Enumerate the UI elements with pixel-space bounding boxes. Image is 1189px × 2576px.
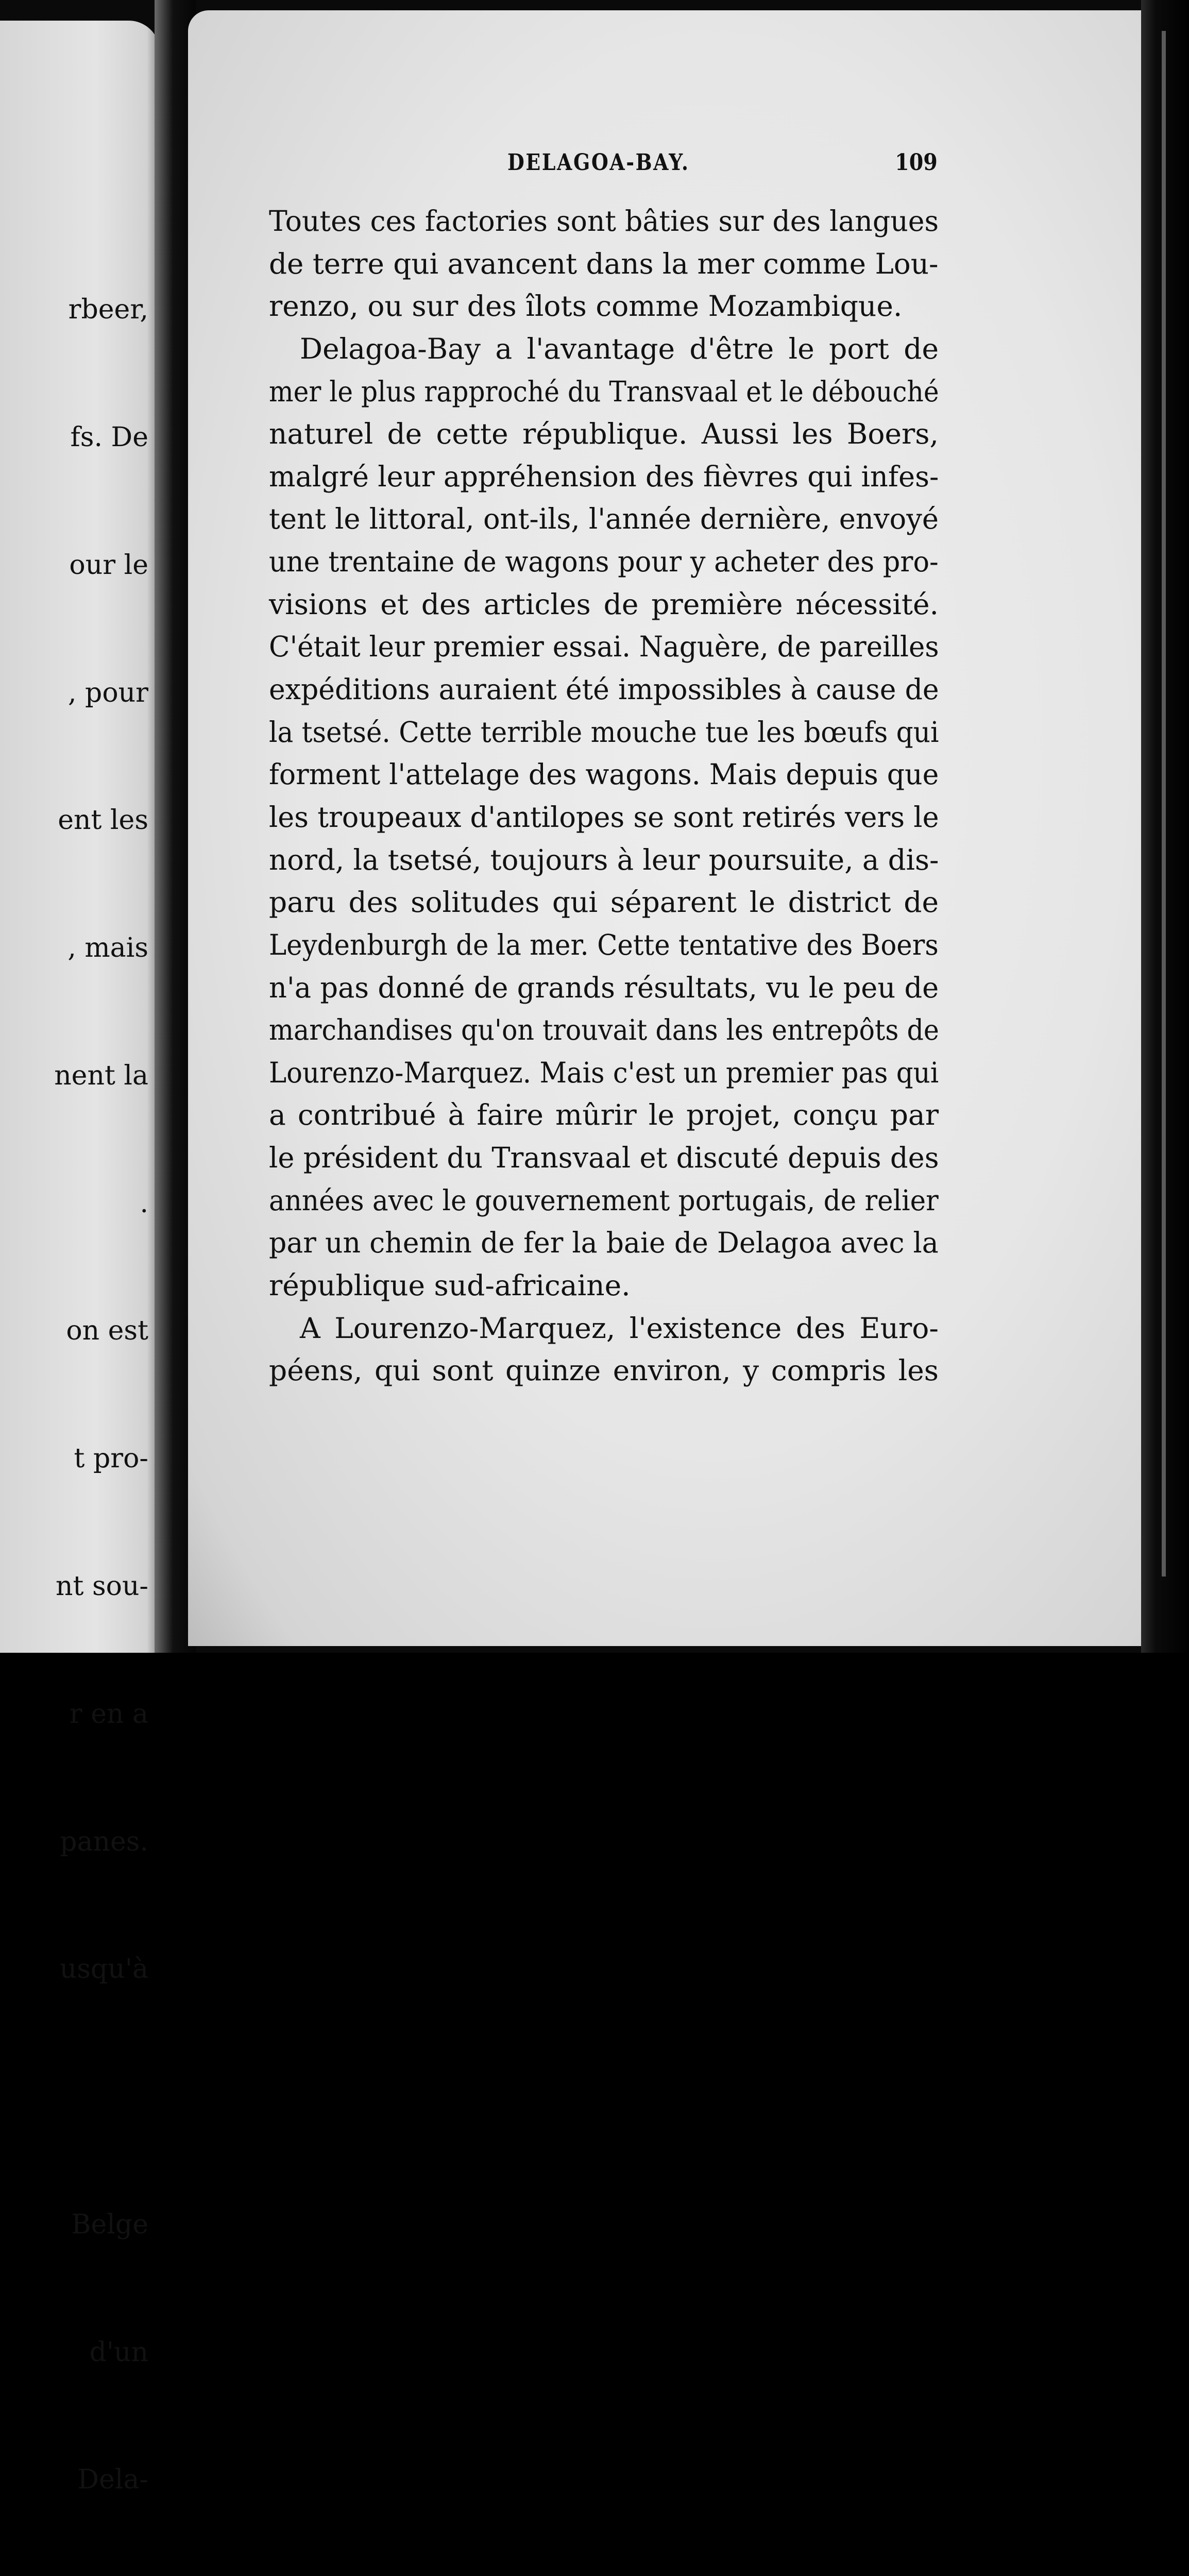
left-line: Belge [71,2209,148,2240]
left-line: r en a [69,1698,148,1730]
left-line: rbeer, [68,294,148,326]
text-line: forment l'attelage des wagons. Mais depuis que [269,758,939,791]
text-line: C'était leur premier essai. Naguère, de pareilles [269,630,939,664]
text-line: a contribué à faire mûrir le projet, conçu par [269,1098,939,1132]
text-line: tent le littoral, ont-ils, l'année dernière, envoyé [269,502,939,536]
text-line: renzo, ou sur des îlots comme Mozambique. [269,290,903,323]
text-line: péens, qui sont quinze environ, y compris les [269,1354,939,1387]
text-line: mer le plus rapproché du Transvaal et le débouché [269,375,939,408]
left-line: our le [69,549,148,581]
left-line: nt sou- [56,1571,148,1602]
paragraph-start-line: Delagoa-Bay a l'avantage d'être le port de [300,332,939,365]
edge-stripe [1162,31,1166,1577]
text-line: années avec le gouvernement portugais, de relier [269,1183,939,1217]
left-line: d'un [89,2336,148,2368]
text-line: par un chemin de fer la baie de Delagoa avec la [269,1226,939,1260]
left-line: . [140,1188,148,1219]
body-text [269,200,939,1392]
left-line: ent les [58,805,148,836]
left-line: nent la [54,1060,148,1091]
text-line: expéditions auraient été impossibles à cause de [269,673,939,706]
left-line: on est [66,1315,148,1347]
left-line [0,2076,148,2119]
page-number: 109 [895,149,938,176]
left-line: , mais [67,933,148,964]
left-line: , pour [68,677,148,708]
text-line: le président du Transvaal et discuté depuis des [269,1141,939,1175]
text-line: naturel de cette république. Aussi les Boers, [269,417,939,451]
left-page-text [0,204,148,2576]
text-line: nord, la tsetsé, toujours à leur poursuite, a dis- [269,843,939,876]
text-line: Leydenburgh de la mer. Cette tentative des Boers [269,928,939,961]
right-page-edge [1141,0,1189,1653]
left-line: panes. [60,1826,148,1857]
text-line: malgré leur appréhension des fièvres qui infes- [269,460,939,493]
paragraph-start-line: A Lourenzo-Marquez, l'existence des Euro- [300,1311,939,1345]
text-line: la tsetsé. Cette terrible mouche tue les bœufs qui [269,715,939,749]
left-line: Dela- [77,2464,148,2496]
text-line: visions et des articles de première nécessité. [269,587,939,621]
page-header [268,149,938,185]
text-line: de terre qui avancent dans la mer comme Lou- [269,247,939,280]
text-line: les troupeaux d'antilopes se sont retirés vers le [269,800,939,834]
left-page-fragment [0,21,160,2496]
running-head: DELAGOA-BAY. [507,149,690,176]
text-line: marchandises qu'on trouvait dans les entrepôts de [269,1013,939,1047]
text-line: une trentaine de wagons pour y acheter des pro- [269,545,939,579]
text-line: n'a pas donné de grands résultats, vu le peu de [269,971,939,1004]
left-line: fs. De [70,421,148,453]
text-line: république sud-africaine. [269,1269,631,1302]
text-line: Toutes ces factories sont bâties sur des langues [269,205,939,238]
text-line: paru des solitudes qui séparent le district de [269,886,939,919]
left-line: t pro- [74,1443,148,1475]
text-line: Lourenzo-Marquez. Mais c'est un premier pas qui [269,1056,939,1089]
left-line: usqu'à [59,1954,148,1985]
